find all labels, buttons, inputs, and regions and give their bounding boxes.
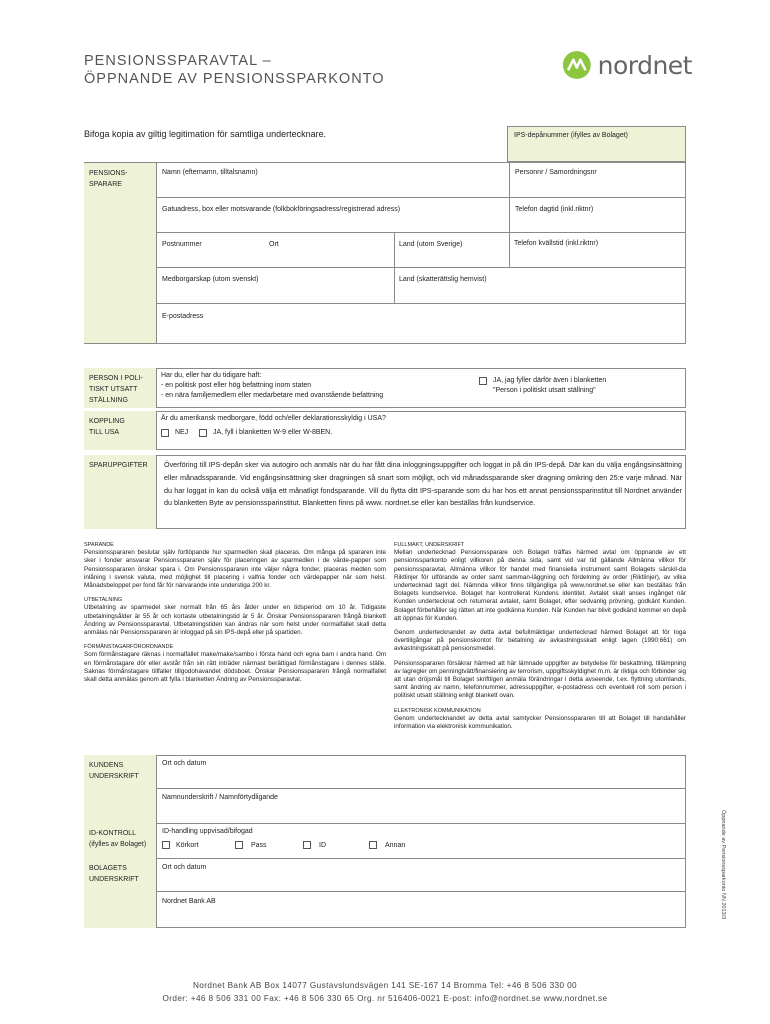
city-label: Ort [269, 241, 279, 248]
logo-text: nordnet [597, 50, 692, 80]
customer-place-date-label: Ort och datum [162, 760, 207, 767]
pass-label: Pass [251, 842, 267, 849]
pep-yes-checkbox[interactable] [479, 377, 487, 385]
usa-question: Är du amerikansk medborgare, född och/eller deklarationsskyldig i USA? [161, 415, 386, 422]
intro-text: Bifoga kopia av giltig legitimation för samtliga undertecknare. [84, 129, 327, 139]
korkort-checkbox[interactable] [162, 841, 170, 849]
email-field[interactable] [156, 303, 686, 344]
phone-day-label: Telefon dagtid (inkl.riktnr) [515, 206, 594, 213]
tasks-label-text: SPARUPPGIFTER [89, 462, 148, 469]
utbetalning-heading: UTBETALNING [84, 597, 123, 604]
fullmakt-text-3: Pensionsspararen försäkrar härmed att här lämnade uppgifter av betydelse för beskattning, tillämpning av lagregler om penningtvätt/finansiering av terrorism, uppgiftsskyldighet m.m. är riktiga och förbinder sig att utan dröjsmål till Bolaget skriftligen anmäla förändringar i detta avseende, t.ex. flyttning utomlands, samt ändring av namn, telefonnummer, adressuppgifter, e-postadress och eventuell roll som person i politiskt utsatt ställning enligt blankett ovan. [394, 659, 686, 700]
fullmakt-text-2: Genom undertecknandet av detta avtal befullmäktigar undertecknad härmed Bolaget att för Ioga övertillgångar på pensionskontot för betalning av avkastningsskatt enligt lagen (1990:661) om avkastningsskatt på pensionsmedel. [394, 629, 686, 653]
saver-label-line1: PENSIONS- [89, 170, 128, 177]
company-place-date-label: Ort och datum [162, 864, 207, 871]
tax-country-label: Land (skatterättslig hemvist) [399, 276, 487, 283]
company-label-line1: BOLAGETS [89, 865, 127, 872]
pep-yes-option [493, 376, 606, 396]
id-label-line2: (ifylles av Bolaget) [89, 841, 147, 848]
usa-yes-checkbox[interactable] [199, 429, 207, 437]
id-control-label [84, 823, 156, 858]
company-label-line2: UNDERSKRIFT [89, 876, 139, 883]
id-control-field [156, 823, 686, 859]
tax-country-field[interactable] [394, 267, 686, 303]
company-place-date-field[interactable] [156, 858, 686, 892]
elektronisk-text: Genom undertecknandet av detta avtal samtycker Pensionsspararen till att Bolaget till handahåller information via elektronisk kommunikation. [394, 714, 686, 731]
id-label: ID [319, 842, 326, 849]
id-label-line1: ID-KONTROLL [89, 830, 137, 837]
title-line-1: PENSIONSSPARAVTAL – [84, 53, 272, 69]
korkort-label: Körkort [176, 842, 199, 849]
terms-left [84, 537, 386, 684]
company-name: Nordnet Bank AB [162, 898, 216, 905]
nordnet-logo [562, 48, 692, 82]
citizenship-field[interactable] [156, 267, 394, 303]
customer-signature-label [84, 755, 156, 823]
id-handling-label: ID-handling uppvisad/bifogad [162, 828, 253, 835]
city-field[interactable] [262, 232, 392, 267]
footer-line-1: Nordnet Bank AB Box 14077 Gustavslundsvägen 141 SE-167 14 Bromma Tel: +46 8 506 330 00 [192, 981, 578, 990]
phone-evening-label: Telefon kvällstid (inkl.riktnr) [514, 240, 599, 247]
usa-no-label: NEJ [175, 429, 189, 436]
pep-label-line2: TISKT UTSATT [89, 386, 138, 393]
email-label: E-postadress [162, 313, 204, 320]
saver-label-line2: SPARARE [89, 181, 122, 188]
footer-line-2: Order: +46 8 506 331 00 Fax: +46 8 506 330 65 Org. nr 516406-0021 E-post: info@nordnet.se www.nordnet.se [162, 994, 608, 1003]
pep-question-text: Har du, eller har du tidigare haft: [161, 372, 262, 379]
customer-signature-field[interactable] [156, 788, 686, 824]
pep-item-1: - en politisk post eller hög befattning inom staten [161, 382, 312, 389]
customer-label-line2: UNDERSKRIFT [89, 773, 139, 780]
formanstagare-text: Som förmånstagare räknas i normalfallet make/make/sambo i första hand och egna barn i andra hand. Om en förmånstagare dör eller avstår från sin rätt inträder närmast berättigad förmånstagare i dennes ställe. Saknas förmånstagare tillfaller tillgodohavandet dödsboet. Önskar Pensionsspararen frångå normalfallet skall detta anmälas genom att fylla i blanketten Ändring av Pensionssparavtal. [84, 651, 386, 684]
elektronisk-heading: ELEKTRONISK KOMMUNIKATION [394, 707, 481, 714]
customer-label-line1: KUNDENS [89, 762, 124, 769]
id-checkbox[interactable] [303, 841, 311, 849]
saver-section-label [84, 162, 156, 344]
ips-number-field[interactable] [507, 126, 686, 162]
pep-yes-line1: JA, jag fyller därför även i blanketten [493, 377, 607, 384]
customer-place-date-field[interactable] [156, 755, 686, 789]
pep-item-2: - en nära familjemedlem eller medarbetare med ovanstående befattning [161, 392, 384, 399]
usa-yes-label: JA, fyll i blanketten W-9 eller W-8BEN. [213, 429, 333, 436]
pep-label-line1: PERSON I POLI- [89, 375, 143, 382]
ips-number-label: IPS-depånummer (ifylles av Bolaget) [514, 132, 628, 139]
usa-section-label [84, 411, 156, 450]
fullmakt-text: Mellan undertecknad Pensionssparare och Bolaget träffas härmed avtal om öppnande av ett pensionssparkonto enligt villkoren på denna sida, samt vid var tid gällande Allmänna villkor för pensionssparavtal, Allmänna villkor för handel med finansiella instrument samt Bolagets särskil-da Riktlinjer för utförande av order samt samman-läggning och fördelning av order (Riktlinjer), av vilka undertecknad tagit del. Nämnda villkor finns tillgängliga på www.nordnet.se eller kan beställas från Bolagets kundservice. Bolaget har kontrollerat Kundens identitet. Avtalet skall anses ingånget när Kunden undertecknat och returnerat avtalet, samt Bolaget, efter sedvanlig prövning, godkänt Kunden. Bolaget förbehåller sig rätten att inte godkänna Kunden. När Kunden har blivit godkänd kommer en depå att öppnas för Kunden. [394, 549, 686, 622]
tasks-text: Överföring till IPS-depån sker via autogiro och anmäls när du har fått dina inloggningsuppgifter och loggat in på din IPS-depå. Där kan du välja engångsinsättning eller månadssparande. Vid engångsinsättning sker dragningen så snart som möjligt, och vid månadssparande sker dragning omkring den 25:e varje månad. När du har loggat in kan du också välja ett månatligt fondsparande. Vill du flytta ditt IPS-sparande som du har hos ett annat pensionssparinstitut till Nordnet använder du blanketten Byte av pensionssparinstitut. Blanketten finns på www. nordnet.se eller kan beställas från kundservice. [164, 460, 682, 508]
sparande-text: Pensionsspararen beslutar själv fortlöpande hur sparmedlen skall placeras. Om många på spararen inte sker i fonder ansvarar Pensionsspararen själv för placeringen av sparmedlen i de värde-papper som Pensionsspararen önskar spara i. Om Pensionsspararen inte väljer några fonder, placeras medlen som inlåning i svensk valuta, med möjlighet till placering i valfria fonder och värdepapper när som helst. Månadsbeloppet per fond får för närvarande inte understiga 200 kr. [84, 549, 386, 590]
terms-right [394, 537, 686, 731]
usa-no-checkbox[interactable] [161, 429, 169, 437]
personnr-field[interactable] [509, 162, 686, 197]
utbetalning-text: Utbetalning av sparmedel sker normalt från 65 års ålder under en tidsperiod om 10 år. Tidigaste utbetalningsålder är 55 år och kortaste utbetalningstid är 5 år. Önskar Pensionsspararen frångå blankett Ändring av Pensionssparavtal. Utbetalningstiden kan ändras när som helst under normalfallet skall detta anmälas när Pensionsspararen är inloggad på sin IPS-depå eller på spartiden. [84, 604, 386, 637]
name-label: Namn (efternamn, tilltalsnamn) [162, 169, 258, 176]
annan-checkbox[interactable] [369, 841, 377, 849]
country-field[interactable] [394, 232, 509, 267]
usa-label-line1: KOPPLING [89, 418, 125, 425]
pep-section-label [84, 368, 156, 408]
pep-yes-line2: "Person i politiskt utsatt ställning" [493, 387, 596, 394]
phone-evening-field[interactable] [509, 232, 686, 267]
form-title [84, 52, 385, 88]
postal-label: Postnummer [162, 241, 202, 248]
annan-label: Annan [385, 842, 406, 849]
usa-label-line2: TILL USA [89, 429, 120, 436]
sparande-heading: SPARANDE [84, 542, 114, 548]
phone-day-field[interactable] [509, 197, 686, 232]
nordnet-logo-icon [562, 48, 592, 82]
fullmakt-heading: FULLMAKT, UNDERSKRIFT [394, 542, 465, 548]
citizenship-label: Medborgarskap (utom svenskt) [162, 276, 259, 283]
customer-signature-text: Namnunderskrift / Namnförtydligande [162, 794, 278, 801]
tasks-section-label [84, 455, 156, 529]
name-field[interactable] [156, 162, 509, 197]
pep-question [161, 371, 383, 401]
company-signature-label [84, 858, 156, 928]
pass-checkbox[interactable] [235, 841, 243, 849]
country-label: Land (utom Sverige) [399, 241, 463, 248]
title-line-2: ÖPPNANDE AV PENSIONSSPARKONTO [84, 71, 385, 87]
address-field[interactable] [156, 197, 509, 232]
pep-label-line3: STÄLLNING [89, 397, 128, 404]
formanstagare-heading: FÖRMÅNSTAGARFÖRORDNANDE [84, 644, 174, 651]
company-signature-field[interactable] [156, 891, 686, 928]
side-form-id: Öppnande av Pensionssparkonto NN 2013/3 [720, 810, 726, 920]
postal-field[interactable] [156, 232, 256, 267]
address-label: Gatuadress, box eller motsvarande (folkbokföringsadress/registrerad adress) [162, 206, 401, 213]
personnr-label: Personnr / Samordningsnr [515, 169, 597, 176]
